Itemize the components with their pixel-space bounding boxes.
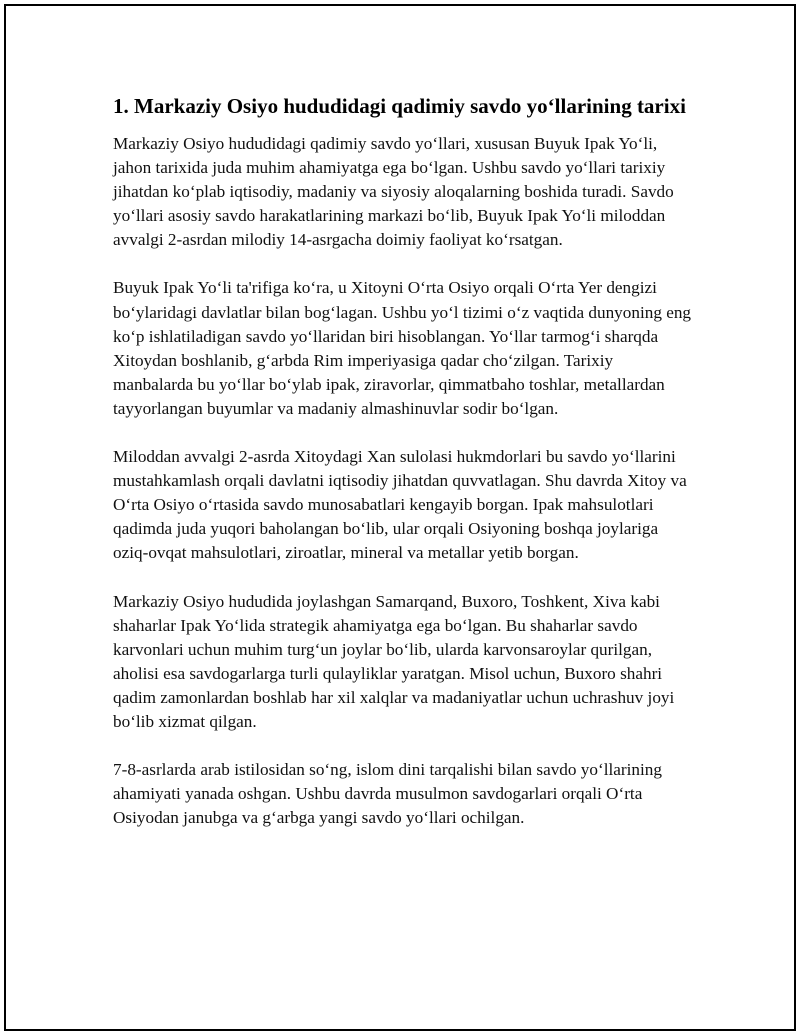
section-heading: 1. Markaziy Osiyo hududidagi qadimiy savdo yoʻllarining tarixi [113,94,686,118]
paragraph-4: Markaziy Osiyo hududida joylashgan Samarqand, Buxoro, Toshkent, Xiva kabi shaharlar Ipak Yoʻlida strategik ahamiyatga ega boʻlgan. Bu shaharlar savdo karvonlari uchun muhim turgʻun joylar boʻlib, ularda karvonsaroylar qurilgan, aholisi esa savdogarlarga turli qulayliklar yaratgan. Misol uchun, Buxoro shahri qadim zamonlardan boshlab har xil xalqlar va madaniyatlar uchun uchrashuv joyi boʻlib xizmat qilgan. [113,591,675,731]
paragraph-5: 7-8-asrlarda arab istilosidan soʻng, islom dini tarqalishi bilan savdo yoʻllarining ahamiyati yanada oshgan. Ushbu davrda musulmon savdogarlari orqali Oʻrta Osiyodan janubga va gʻarbga yangi savdo yoʻllari ochilgan. [113,760,662,828]
paragraph-2: Buyuk Ipak Yoʻli ta'rifiga koʻra, u Xitoyni Oʻrta Osiyo orqali Oʻrta Yer dengizi boʻylaridagi davlatlar bilan bogʻlagan. Ushbu yoʻl tizimi oʻz vaqtida dunyoning eng koʻp ishlatiladigan savdo yoʻllaridan biri hisoblangan. Yoʻllar tarmogʻi sharqda Xitoydan boshlanib, gʻarbda Rim imperiyasiga qadar choʻzilgan. Tarixiy manbalarda bu yoʻllar boʻylab ipak, ziravorlar, qimmatbaho toshlar, metallardan tayyorlangan buyumlar va madaniy almashinuvlar sodir boʻlgan. [113,278,692,418]
document-body [113,93,695,830]
paragraph-3: Miloddan avvalgi 2-asrda Xitoydagi Xan sulolasi hukmdorlari bu savdo yoʻllarini mustahkamlash orqali davlatni iqtisodiy jihatdan quvvatlagan. Shu davrda Xitoy va Oʻrta Osiyo oʻrtasida savdo munosabatlari kengayib borgan. Ipak mahsulotlari qadimda juda yuqori baholangan boʻlib, ular orqali Osiyoning boshqa joylariga oziq-ovqat mahsulotlari, ziroatlar, mineral va metallar yetib borgan. [113,447,687,563]
paragraph-1: Markaziy Osiyo hududidagi qadimiy savdo yoʻllari, xususan Buyuk Ipak Yoʻli, jahon tarixida juda muhim ahamiyatga ega boʻlgan. Ushbu savdo yoʻllari tarixiy jihatdan koʻplab iqtisodiy, madaniy va siyosiy aloqalarning boshida turadi. Savdo yoʻllari asosiy savdo harakatlarining markazi boʻlib, Buyuk Ipak Yoʻli miloddan avvalgi 2-asrdan milodiy 14-asrgacha doimiy faoliyat koʻrsatgan. [113,134,674,250]
